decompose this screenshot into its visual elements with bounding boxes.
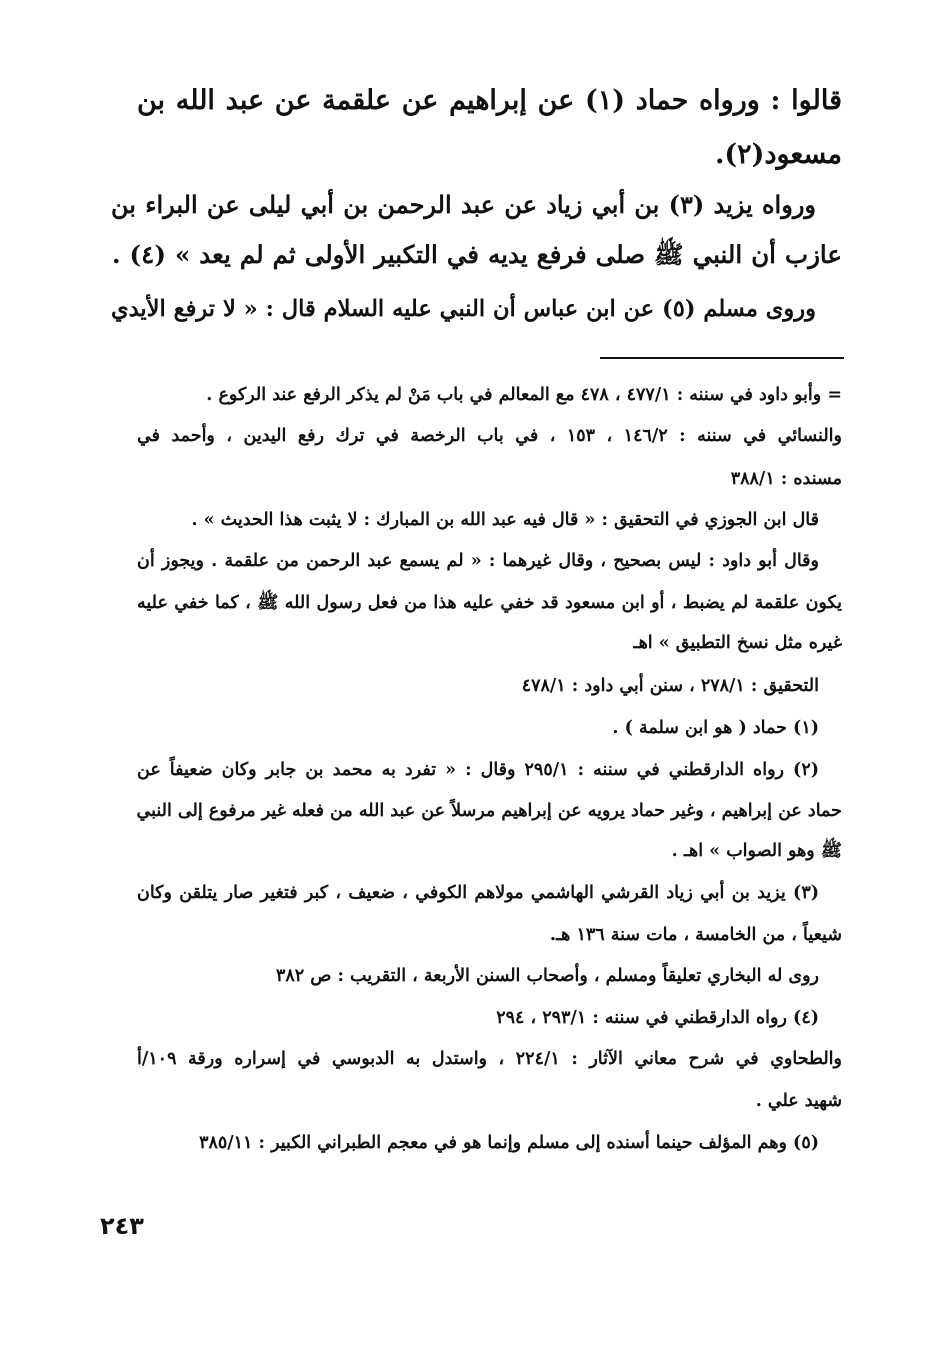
footnote-line: شهيد علي . [755,1091,842,1111]
footnote-line: (١) حماد ( هو ابن سلمة ) . [612,718,819,738]
main-line: قالوا : ورواه حماد (١) عن إبراهيم عن علقمة عن عبد الله بن [137,85,842,116]
main-line: عازب أن النبي ﷺ صلى فرفع يديه في التكبير الأولى ثم لم يعد » (٤) . [112,240,842,269]
footnote-line: (٢) رواه الدارقطني في سننه : ٢٩٥/١ وقال : « تفرد به محمد بن جابر وكان ضعيفاً عن [137,760,819,780]
footnote-separator [600,357,844,359]
footnote-line: والنسائي في سننه : ١٤٦/٢ ، ١٥٣ ، في باب الرخصة في ترك رفع اليدين ، وأحمد في [137,426,842,446]
footnote-line: التحقيق : ٢٧٨/١ ، سنن أبي داود : ٤٧٨/١ [521,676,819,696]
footnote-line: مسنده : ٣٨٨/١ [730,469,842,489]
main-line: ورواه يزيد (٣) بن أبي زياد عن عبد الرحمن بن أبي ليلى عن البراء بن [111,190,816,219]
footnote-line: روى له البخاري تعليقاً ومسلم ، وأصحاب السنن الأربعة ، التقريب : ص ٣٨٢ [275,966,819,986]
footnote-line: غيره مثل نسخ التطبيق » اهـ [633,633,842,653]
footnote-line: شيعياً ، من الخامسة ، مات سنة ١٣٦ هـ. [549,925,842,945]
footnote-line: يكون علقمة لم يضبط ، أو ابن مسعود قد خفي عليه هذا من فعل رسول الله ﷺ ، كما خفي عليه [137,593,842,613]
main-line: وروى مسلم (٥) عن ابن عباس أن النبي عليه السلام قال : « لا ترفع الأيدي [111,296,816,322]
footnote-line: وقال أبو داود : ليس بصحيح ، وقال غيرهما : « لم يسمع عبد الرحمن من علقمة . ويجوز أن [137,551,819,571]
footnote-line: ﷺ وهو الصواب » اهـ . [671,841,842,861]
footnote-line: قال ابن الجوزي في التحقيق : « قال فيه عبد الله بن المبارك : لا يثبت هذا الحديث » . [191,510,819,530]
footnote-line: = وأبو داود في سننه : ٤٧٧/١ ، ٤٧٨ مع المعالم في باب مَنْ لم يذكر الرفع عند الركوع . [206,385,842,405]
footnote-line: (٥) وهم المؤلف حينما أسنده إلى مسلم وإنما هو في معجم الطبراني الكبير : ٣٨٥/١١ [199,1133,819,1153]
main-line: مسعود(٢). [714,139,842,170]
footnote-line: (٣) يزيد بن أبي زياد القرشي الهاشمي مولاهم الكوفي ، ضعيف ، كبر فتغير صار يتلقن وكان [137,883,819,903]
footnote-line: والطحاوي في شرح معاني الآثار : ٢٢٤/١ ، واستدل به الدبوسي في إسراره ورقة ١٠٩/أ [137,1049,842,1069]
page-number: ٢٤٣ [100,1212,144,1240]
footnote-line: حماد عن إبراهيم ، وغير حماد يرويه عن إبراهيم مرسلاً عن عبد الله من فعله غير مرفوع إلى النبي [136,801,842,821]
footnote-line: (٤) رواه الدارقطني في سننه : ٢٩٣/١ ، ٢٩٤ [496,1008,819,1028]
